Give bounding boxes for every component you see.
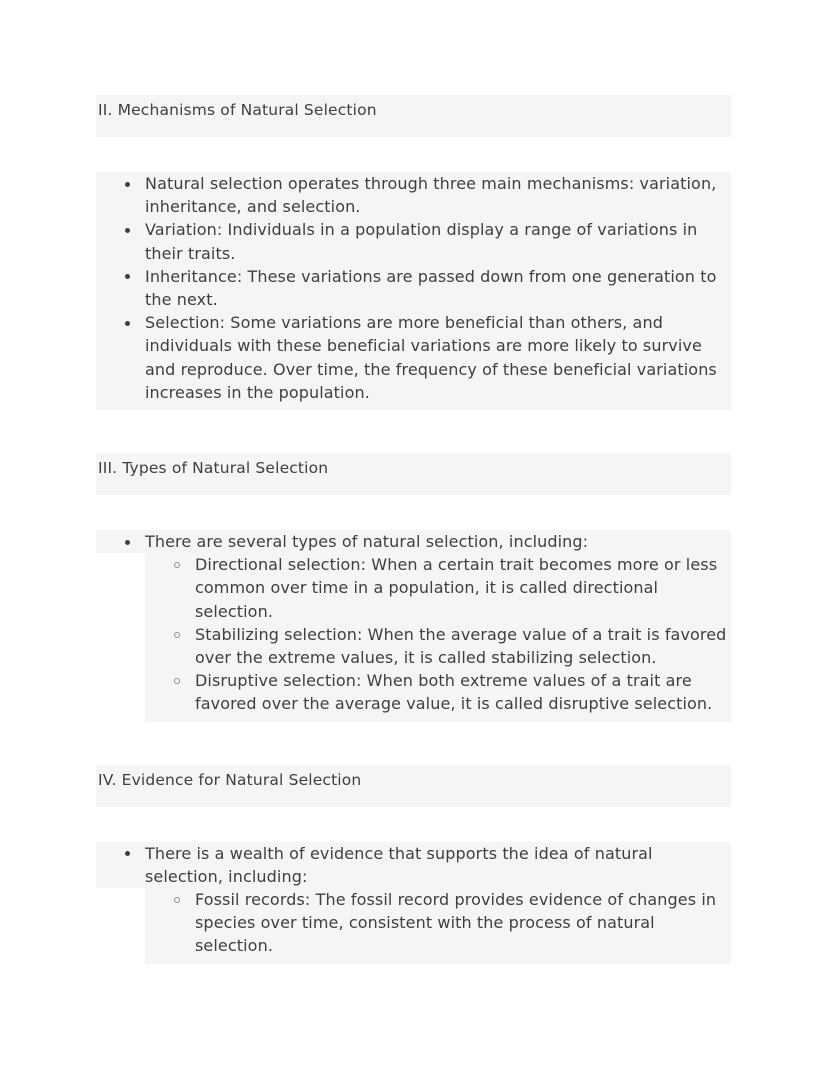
nested-list-item — [145, 553, 731, 623]
nested-list-item-text: Disruptive selection: When both extreme values of a trait are favored over the average value, it is called disruptive selection. — [195, 671, 713, 714]
list-item-text: Selection: Some variations are more beneficial than others, and individuals with these beneficial variations are more likely to survive and reproduce. Over time, the frequency of these beneficial variations increases in the population. — [145, 313, 717, 402]
bullet-disc-icon — [125, 182, 130, 187]
nested-list-iii — [96, 553, 731, 715]
section-heading-iii-text: III. Types of Natural Selection — [98, 459, 329, 478]
block-spacer — [96, 404, 731, 410]
list-item-text: Natural selection operates through three main mechanisms: variation, inheritance, and selection. — [145, 174, 717, 217]
list-item — [96, 530, 731, 553]
bullet-disc-icon — [125, 321, 130, 326]
block-spacer — [145, 716, 731, 722]
bullet-list-iv — [96, 842, 731, 888]
list-item-text: Variation: Individuals in a population display a range of variations in their traits. — [145, 220, 698, 263]
section-heading-iii — [96, 453, 731, 495]
section-heading-iv — [96, 765, 731, 807]
list-item — [96, 265, 731, 311]
section-heading-ii-text: II. Mechanisms of Natural Selection — [98, 101, 377, 119]
nested-list-item-text: Directional selection: When a certain trait becomes more or less common over time in a population, it is called directional selection. — [195, 555, 718, 621]
bullet-disc-icon — [125, 228, 130, 233]
list-item — [96, 172, 731, 218]
list-item-text: There are several types of natural selection, including: — [145, 532, 589, 552]
bullet-list-ii — [96, 172, 731, 404]
section-iv-content — [96, 842, 731, 964]
bullet-circle-icon — [174, 632, 180, 638]
nested-list-iv — [96, 888, 731, 958]
bullet-disc-icon — [125, 540, 130, 545]
list-item-text: Inheritance: These variations are passed down from one generation to the next. — [145, 266, 717, 310]
list-item-text: There is a wealth of evidence that supports the idea of natural selection, including: — [145, 843, 653, 886]
section-iii-content — [96, 530, 731, 722]
block-spacer — [145, 958, 731, 964]
bullet-list-iii — [96, 530, 731, 553]
section-heading-iv-text: IV. Evidence for Natural Selection — [98, 770, 362, 789]
list-item — [96, 842, 731, 888]
nested-list-item-text: Fossil records: The fossil record provides evidence of changes in species over time, consistent with the process of natural selection. — [195, 890, 717, 956]
nested-list-item — [145, 623, 731, 669]
nested-list-item-text: Stabilizing selection: When the average value of a trait is favored over the extreme values, it is called stabilizing selection. — [195, 624, 727, 668]
section-heading-ii — [96, 95, 731, 137]
nested-list-item — [145, 888, 731, 958]
list-item — [96, 311, 731, 404]
nested-list-item — [145, 669, 731, 715]
list-item — [96, 218, 731, 264]
section-ii-content — [96, 172, 731, 410]
